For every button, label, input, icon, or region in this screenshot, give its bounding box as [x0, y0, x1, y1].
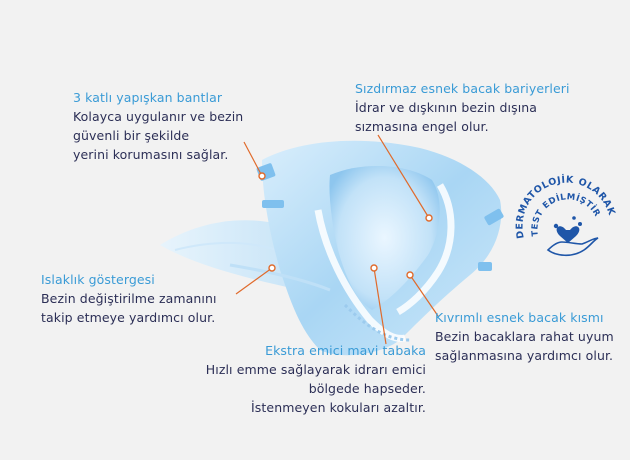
feature-title: Kıvrımlı esnek bacak kısmı [435, 310, 604, 325]
feature-wetness-indicator [41, 270, 217, 327]
feature-title: 3 katlı yapışkan bantlar [73, 90, 223, 105]
feature-title: Ekstra emici mavi tabaka [265, 343, 426, 358]
feature-adhesive-tapes [73, 88, 243, 164]
feature-description: Hızlı emme sağlayarak idrarı emici bölgede hapseder. İstenmeyen kokuları azaltır. [205, 362, 426, 415]
feature-absorbent-layer [160, 341, 426, 417]
badge-text-inner: TEST EDİLMİŞTİR [530, 192, 603, 237]
tape-left [262, 200, 284, 208]
feature-description: Bezin bacaklara rahat uyum sağlanmasına yardımcı olur. [435, 329, 614, 363]
feature-description: Bezin değiştirilme zamanını takip etmeye yardımcı olur. [41, 291, 217, 325]
feature-elastic-leg-cuffs [435, 308, 614, 365]
hand-holding-heart-icon [548, 216, 598, 255]
dermatologically-tested-badge [510, 158, 620, 278]
feature-title: Sızdırmaz esnek bacak bariyerleri [355, 81, 570, 96]
feature-description: Kolayca uygulanır ve bezin güvenli bir şekilde yerini korumasını sağlar. [73, 109, 244, 162]
feature-description: İdrar ve dışkının bezin dışına sızmasına engel olur. [355, 100, 538, 134]
badge-text-outer: DERMATOLOJİK OLARAK [514, 174, 617, 240]
feature-leak-barriers [355, 79, 570, 136]
tape-right-low [478, 262, 492, 271]
feature-title: Islaklık göstergesi [41, 272, 155, 287]
